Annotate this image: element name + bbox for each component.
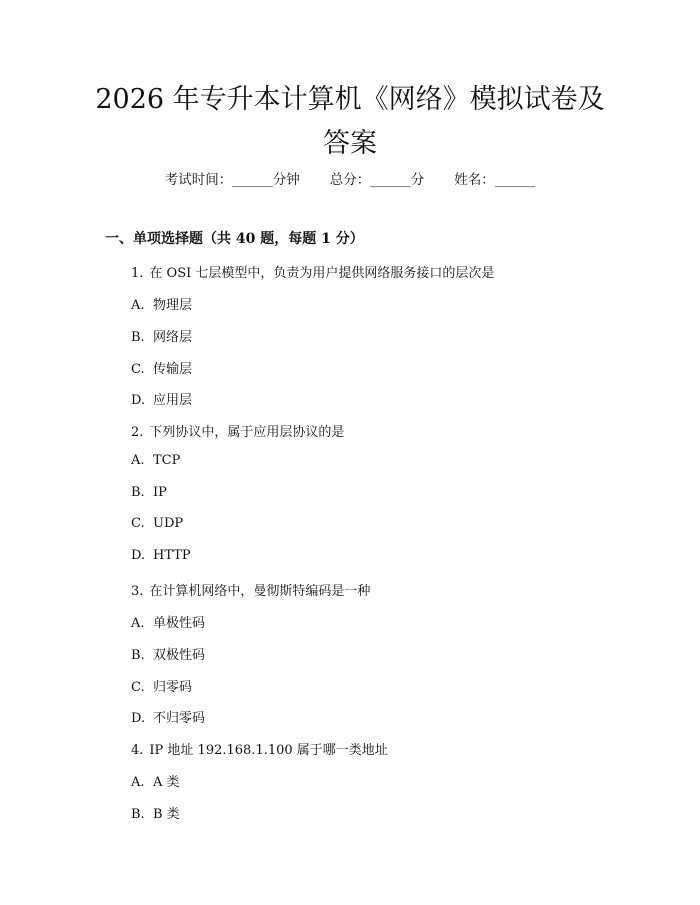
question-number: 1. xyxy=(131,266,144,281)
option-letter: D. xyxy=(131,548,146,563)
section-heading: 一、单项选择题（共 40 题，每题 1 分） xyxy=(105,231,364,247)
question-stem xyxy=(131,262,494,281)
question-stem xyxy=(131,421,344,440)
answer-option xyxy=(131,707,205,726)
option-text: 物理层 xyxy=(153,298,193,313)
option-text: UDP xyxy=(153,516,184,531)
question-text: 在 OSI 七层模型中，负责为用户提供网络服务接口的层次是 xyxy=(149,266,495,281)
option-letter: A. xyxy=(131,298,145,313)
answer-option xyxy=(131,612,205,631)
answer-option xyxy=(131,326,192,345)
answer-option xyxy=(131,548,191,563)
option-letter: A. xyxy=(131,616,145,631)
option-text: 不归零码 xyxy=(153,711,206,726)
question-text: IP 地址 192.168.1.100 属于哪一类地址 xyxy=(149,743,388,758)
option-letter: B. xyxy=(131,485,145,500)
question-stem xyxy=(131,580,370,599)
option-letter: B. xyxy=(131,330,145,345)
option-letter: B. xyxy=(131,648,145,663)
answer-option xyxy=(131,485,167,500)
option-text: A 类 xyxy=(153,775,180,790)
option-text: 单极性码 xyxy=(153,616,206,631)
option-letter: B. xyxy=(131,807,145,822)
question-number: 3. xyxy=(131,584,144,599)
option-letter: D. xyxy=(131,711,146,726)
option-text: 归零码 xyxy=(153,680,193,695)
option-letter: D. xyxy=(131,393,146,408)
question-number: 4. xyxy=(131,743,144,758)
option-text: 双极性码 xyxy=(153,648,206,663)
answer-option xyxy=(131,803,180,822)
option-letter: A. xyxy=(131,775,145,790)
option-text: 应用层 xyxy=(153,393,193,408)
answer-option xyxy=(131,453,180,468)
option-letter: C. xyxy=(131,516,145,531)
option-letter: C. xyxy=(131,680,145,695)
option-text: 网络层 xyxy=(153,330,193,345)
option-text: HTTP xyxy=(153,548,191,563)
option-text: IP xyxy=(153,485,167,500)
answer-option xyxy=(131,676,192,695)
name-field: 姓名：______ xyxy=(454,172,536,188)
question-text: 在计算机网络中，曼彻斯特编码是一种 xyxy=(149,584,371,599)
answer-option xyxy=(131,294,192,313)
answer-option xyxy=(131,771,180,790)
exam-meta xyxy=(0,168,700,188)
question-text: 下列协议中，属于应用层协议的是 xyxy=(149,425,345,440)
page-title: 2026 年专升本计算机《网络》模拟试卷及答案 xyxy=(95,84,605,159)
option-letter: C. xyxy=(131,362,145,377)
option-letter: A. xyxy=(131,453,145,468)
question-number: 2. xyxy=(131,425,144,440)
question-stem xyxy=(131,739,388,758)
option-text: B 类 xyxy=(153,807,180,822)
total-score-field: 总分：______分 xyxy=(329,172,425,188)
exam-time-field: 考试时间：______分钟 xyxy=(164,172,300,188)
answer-option xyxy=(131,516,183,531)
option-text: TCP xyxy=(153,453,181,468)
answer-option xyxy=(131,389,192,408)
answer-option xyxy=(131,358,192,377)
option-text: 传输层 xyxy=(153,362,193,377)
answer-option xyxy=(131,644,205,663)
